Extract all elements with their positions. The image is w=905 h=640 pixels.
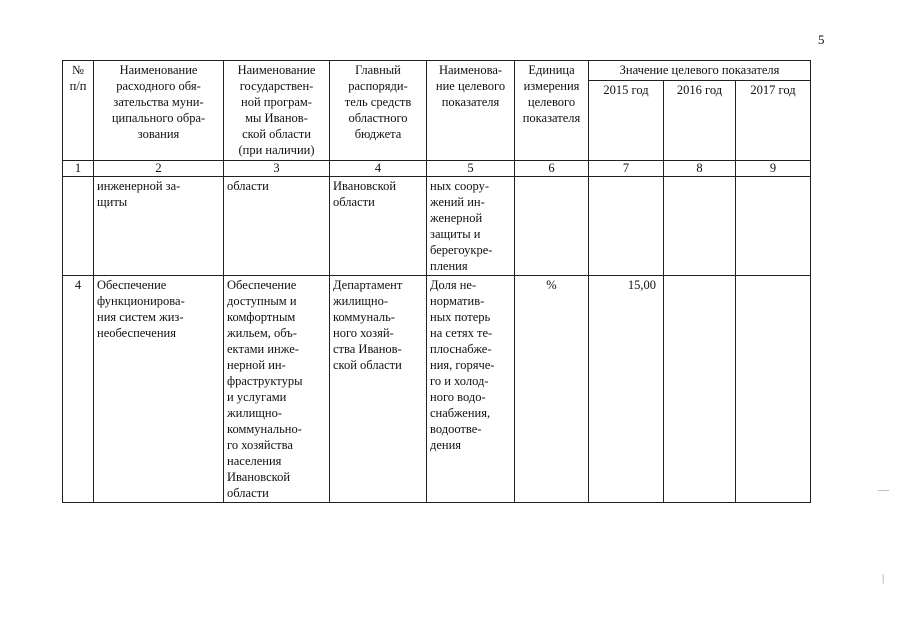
text-line: областного (348, 111, 408, 125)
column-number-row (63, 161, 811, 177)
text-line: ного хозяй- (333, 326, 394, 340)
text-line: ской области (242, 127, 311, 141)
text-line: ного водо- (430, 390, 486, 404)
text-line: на сетях те- (430, 326, 493, 340)
text-line: области (333, 195, 375, 209)
column-number: 6 (515, 161, 589, 177)
text-line: Ивановской (333, 179, 397, 193)
text-line: водоотве- (430, 422, 482, 436)
value-2017-cell (736, 177, 811, 276)
text-line: Наименование (237, 63, 316, 77)
text-line: ципального обра- (111, 111, 206, 125)
unit-cell (515, 177, 589, 276)
header-target-value-group: Значение целевого показателя (589, 61, 811, 81)
text-line: тель средств (344, 95, 412, 109)
header-year-2017: 2017 год (736, 81, 811, 161)
text-line: Наименова- (438, 63, 503, 77)
text-line: женерной (430, 211, 483, 225)
text-line: и услугами (227, 390, 287, 404)
text-line: области (227, 486, 269, 500)
header-indicator-name (427, 61, 515, 161)
text-line: защиты и (430, 227, 481, 241)
text-line: показателя (441, 95, 500, 109)
scan-artifact: | (882, 572, 885, 584)
header-number (63, 61, 94, 161)
text-line: функционирова- (97, 294, 185, 308)
state-program-cell (224, 177, 330, 276)
text-line: пления (430, 259, 468, 273)
text-line: ектами инже- (227, 342, 299, 356)
column-number: 1 (63, 161, 94, 177)
value-2016-cell (664, 177, 736, 276)
text-line: го хозяйства (227, 438, 293, 452)
indicator-name-cell (427, 177, 515, 276)
text-line: Наименование (119, 63, 198, 77)
column-number: 8 (664, 161, 736, 177)
text-line: населения (227, 454, 282, 468)
text-line: доступным и (227, 294, 297, 308)
text-line: берегоукре- (430, 243, 493, 257)
text-line: Обеспечение (227, 278, 297, 292)
text-line: коммунально- (227, 422, 302, 436)
text-line: снабжения, (430, 406, 491, 420)
table-row (63, 276, 811, 503)
text-line: измерения (523, 79, 580, 93)
text-line: дения (430, 438, 462, 452)
header-year-2016: 2016 год (664, 81, 736, 161)
table-row (63, 177, 811, 276)
column-number: 2 (94, 161, 224, 177)
expense-obligation-cell (94, 177, 224, 276)
text-line: жильем, объ- (227, 326, 297, 340)
text-line: норматив- (430, 294, 485, 308)
text-line: жений ин- (430, 195, 485, 209)
text-line: бюджета (354, 127, 402, 141)
unit-cell: % (515, 276, 589, 503)
text-line: Ивановской (227, 470, 291, 484)
header-state-program (224, 61, 330, 161)
text-line: инженерной за- (97, 179, 181, 193)
text-line: Главный (355, 63, 401, 77)
column-number: 5 (427, 161, 515, 177)
column-number: 3 (224, 161, 330, 177)
text-line: (при наличии) (238, 143, 315, 157)
text-line: ния систем жиз- (97, 310, 184, 324)
text-line: ных соору- (430, 179, 490, 193)
text-line: ния, горяче- (430, 358, 495, 372)
text-line: расходного обя- (116, 79, 201, 93)
page-number: 5 (818, 32, 825, 47)
indicator-name-cell (427, 276, 515, 503)
text-line: комфортным (227, 310, 296, 324)
text-line: щиты (97, 195, 128, 209)
text-line: нерной ин- (227, 358, 286, 372)
row-number: 4 (63, 276, 94, 503)
scan-artifact: — (878, 484, 889, 496)
text-line: необеспечения (97, 326, 176, 340)
text-line: показателя (522, 111, 581, 125)
text-line: № (72, 63, 84, 77)
text-line: плоснабже- (430, 342, 492, 356)
text-line: области (227, 179, 269, 193)
column-number: 9 (736, 161, 811, 177)
text-line: коммуналь- (333, 310, 395, 324)
text-line: Единица (528, 63, 575, 77)
budget-administrator-cell (330, 177, 427, 276)
value-2015-cell: 15,00 (589, 276, 664, 503)
text-line: ние целевого (435, 79, 506, 93)
header-year-2015: 2015 год (589, 81, 664, 161)
header-budget-administrator (330, 61, 427, 161)
value-2017-cell (736, 276, 811, 503)
text-line: государствен- (239, 79, 314, 93)
text-line: ской области (333, 358, 402, 372)
target-indicators-table (62, 60, 811, 503)
text-line: ства Иванов- (333, 342, 402, 356)
text-line: Доля не- (430, 278, 477, 292)
text-line: зательства муни- (113, 95, 204, 109)
state-program-cell (224, 276, 330, 503)
text-line: зования (137, 127, 180, 141)
row-number (63, 177, 94, 276)
expense-obligation-cell (94, 276, 224, 503)
text-line: ной програм- (241, 95, 312, 109)
text-line: жилищно- (227, 406, 282, 420)
text-line: целевого (527, 95, 576, 109)
text-line: фраструктуры (227, 374, 303, 388)
header-expense-obligation (94, 61, 224, 161)
column-number: 4 (330, 161, 427, 177)
value-2016-cell (664, 276, 736, 503)
text-line: го и холод- (430, 374, 489, 388)
text-line: Обеспечение (97, 278, 167, 292)
text-line: ных потерь (430, 310, 491, 324)
text-line: жилищно- (333, 294, 388, 308)
budget-administrator-cell (330, 276, 427, 503)
value-2015-cell (589, 177, 664, 276)
text-line: п/п (69, 79, 87, 93)
column-number: 7 (589, 161, 664, 177)
text-line: распоряди- (348, 79, 408, 93)
header-unit (515, 61, 589, 161)
text-line: мы Иванов- (245, 111, 308, 125)
text-line: Департамент (333, 278, 403, 292)
